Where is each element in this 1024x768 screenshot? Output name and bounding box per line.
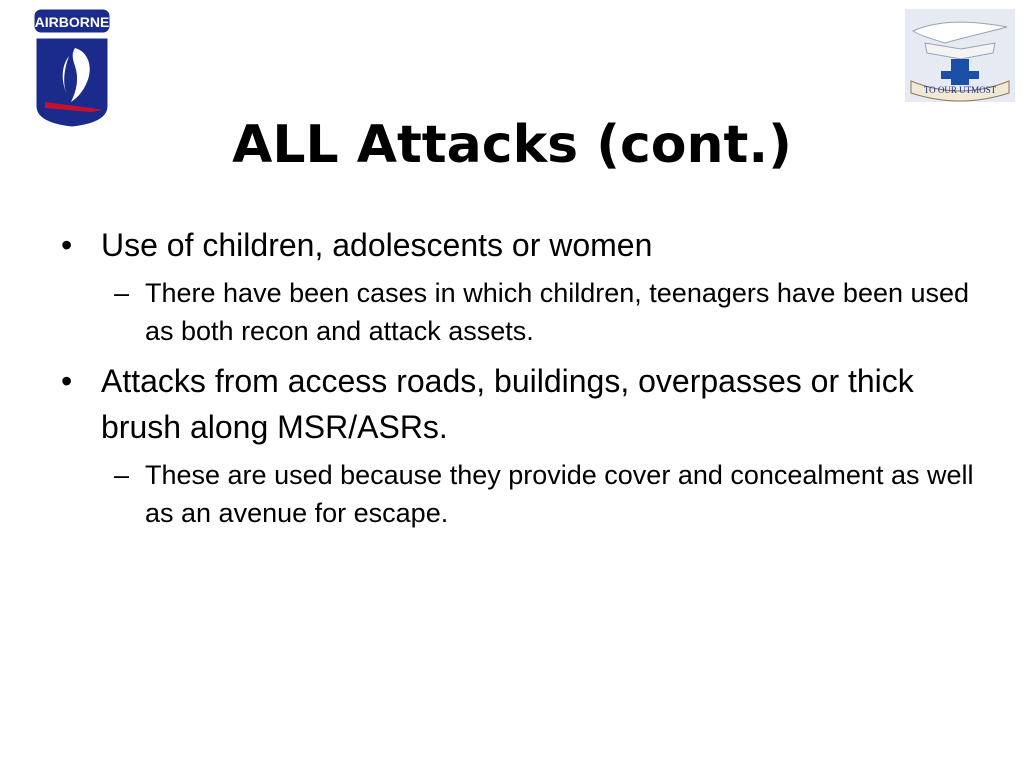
motto-text: TO OUR UTMOST (923, 85, 997, 95)
sub-bullet-text: These are used because they provide cover and concealment as well as an avenue for escape. (145, 460, 974, 528)
bullet-item (57, 222, 977, 268)
sub-bullet-glyph: – (114, 460, 130, 490)
sub-bullet-glyph: – (114, 278, 130, 308)
bullet-glyph: • (61, 363, 73, 399)
slide-body (57, 222, 977, 540)
airborne-tab-text: AIRBORNE (34, 14, 110, 30)
bullet-text: Use of children, adolescents or women (101, 227, 653, 263)
bullet-item (57, 358, 977, 450)
bullet-glyph: • (61, 227, 73, 263)
sub-bullet-text: There have been cases in which children, teenagers have been used as both recon and attack assets. (145, 278, 970, 346)
slide-title: ALL Attacks (cont.) (232, 115, 792, 175)
sub-bullet-item (57, 456, 977, 532)
bullet-text: Attacks from access roads, buildings, overpasses or thick brush along MSR/ASRs. (101, 363, 914, 445)
unit-crest-logo (905, 9, 1015, 102)
sub-bullet-item (57, 274, 977, 350)
